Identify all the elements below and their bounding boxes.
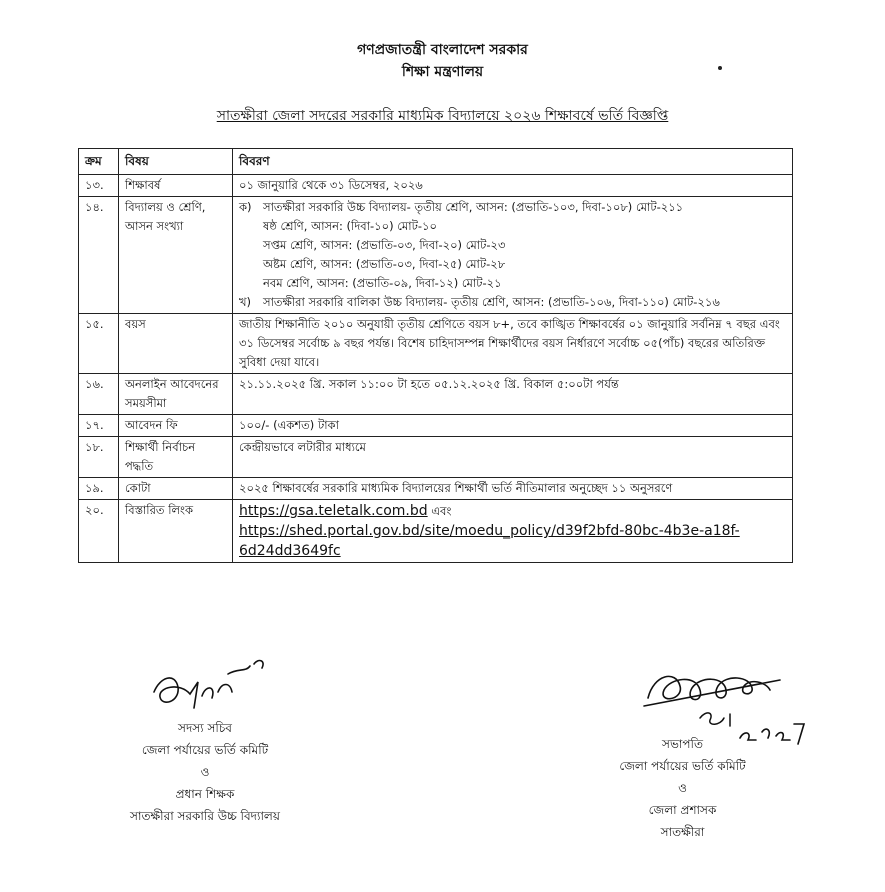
ink-dot — [718, 66, 722, 70]
row-details: জাতীয় শিক্ষানীতি ২০১০ অনুযায়ী তৃতীয় শ্রেণিতে বয়স ৮+, তবে কাঙ্খিত শিক্ষাবর্ষের ০১ জানুয়ারি সর্বনিম্ন ৭ বছর এবং ৩১ ডিসেম্বর সর্বোচ্চ ৯ বছর পর্যন্ত। বিশেষ চাহিদাসম্পন্ন শিক্ষার্থীদের বয়স নির্ধারণে সর্বোচ্চ ০৫(পাঁচ) বছরের অতিরিক্ত সুবিধা দেয়া যাবে। — [233, 314, 793, 374]
committee-name: জেলা পর্যায়ের ভর্তি কমিটি — [141, 743, 269, 757]
head-teacher-title: প্রধান শিক্ষক — [175, 787, 235, 801]
institution-b-marker: খ) — [239, 295, 252, 309]
row-details: ০১ জানুয়ারি থেকে ৩১ ডিসেম্বর, ২০২৬ — [233, 175, 793, 197]
school-name: সাতক্ষীরা সরকারি উচ্চ বিদ্যালয় — [130, 809, 280, 823]
table-header-row — [79, 149, 793, 175]
row-serial: ১৫. — [79, 314, 119, 374]
row-details: ২০২৫ শিক্ষাবর্ষের সরকারি মাধ্যমিক বিদ্যালয়ের শিক্ষার্থী ভর্তি নীতিমালার অনুচ্ছেদ ১১ অনুসরণে — [233, 478, 793, 500]
row-subject: বিদ্যালয় ও শ্রেণি, আসন সংখ্যা — [119, 197, 233, 314]
institution-a-marker: ক) — [239, 200, 252, 214]
institution-a-line: সাতক্ষীরা সরকারি উচ্চ বিদ্যালয়- তৃতীয় শ্রেণি, আসন: (প্রভাতি-১০৩, দিবা-১০৮) মোট-২১১ — [263, 200, 684, 214]
row-subject: আবেদন ফি — [119, 415, 233, 437]
row-subject: কোটা — [119, 478, 233, 500]
row-serial: ১৩. — [79, 175, 119, 197]
institution-b-line: সাতক্ষীরা সরকারি বালিকা উচ্চ বিদ্যালয়- তৃতীয় শ্রেণি, আসন: (প্রভাতি-১০৬, দিবা-১১০) মোট-২১৬ — [263, 295, 720, 309]
row-serial: ১৬. — [79, 374, 119, 415]
class-seats-line: ষষ্ঠ শ্রেণি, আসন: (দিবা-১০) মোট-১০ — [263, 219, 438, 233]
policy-link[interactable]: https://shed.portal.gov.bd/site/moedu_policy/d39f2bfd-80bc-4b3e-a18f-6d24dd3649fc — [239, 523, 740, 559]
row-serial: ১৭. — [79, 415, 119, 437]
conjunction: ও — [678, 781, 687, 795]
institution-a — [239, 198, 786, 217]
government-name: গণপ্রজাতন্ত্রী বাংলাদেশ সরকার — [357, 42, 528, 58]
deputy-commissioner-title: জেলা প্রশাসক — [648, 803, 717, 817]
member-secretary-signature — [150, 652, 280, 722]
row-details: কেন্দ্রীয়ভাবে লটারীর মাধ্যমে — [233, 437, 793, 478]
teletalk-link[interactable]: https://gsa.teletalk.com.bd — [239, 503, 428, 519]
chairman-block — [590, 733, 775, 843]
row-details — [233, 500, 793, 563]
member-secretary-block — [90, 717, 320, 827]
row-subject: শিক্ষাবর্ষ — [119, 175, 233, 197]
row-subject: বয়স — [119, 314, 233, 374]
row-subject: অনলাইন আবেদনের সময়সীমা — [119, 374, 233, 415]
row-details: ২১.১১.২০২৫ খ্রি. সকাল ১১:০০ টা হতে ০৫.১২.২০২৫ খ্রি. বিকাল ৫:০০টা পর্যন্ত — [233, 374, 793, 415]
notice-title: সাতক্ষীরা জেলা সদরের সরকারি মাধ্যমিক বিদ্যালয়ে ২০২৬ শিক্ষাবর্ষে ভর্তি বিজ্ঞপ্তি — [216, 108, 669, 124]
link-joiner: এবং — [431, 504, 452, 518]
table-row — [79, 374, 793, 415]
table-row — [79, 500, 793, 563]
row-details: ১০০/- (একশত) টাকা — [233, 415, 793, 437]
row-subject: বিস্তারিত লিংক — [119, 500, 233, 563]
table-row — [79, 175, 793, 197]
row-subject: শিক্ষার্থী নির্বাচন পদ্ধতি — [119, 437, 233, 478]
institution-b — [239, 293, 786, 312]
table-row — [79, 478, 793, 500]
header-subject: বিষয় — [119, 149, 233, 175]
class-seats-line: অষ্টম শ্রেণি, আসন: (প্রভাতি-০৩, দিবা-২৫) মোট-২৮ — [263, 257, 506, 271]
row-serial: ১৮. — [79, 437, 119, 478]
header-details: বিবরণ — [233, 149, 793, 175]
conjunction: ও — [200, 765, 210, 779]
member-secretary-title: সদস্য সচিব — [178, 721, 232, 735]
row-details — [233, 197, 793, 314]
row-serial: ১৯. — [79, 478, 119, 500]
class-seats-line: নবম শ্রেণি, আসন: (প্রভাতি-০৯, দিবা-১২) মোট-২১ — [263, 276, 502, 290]
header-serial: ক্রম — [79, 149, 119, 175]
chairman-title: সভাপতি — [662, 737, 703, 751]
table-row — [79, 314, 793, 374]
row-serial: ১৪. — [79, 197, 119, 314]
admission-table — [78, 148, 793, 563]
row-serial: ২০. — [79, 500, 119, 563]
committee-name: জেলা পর্যায়ের ভর্তি কমিটি — [619, 759, 746, 773]
table-row — [79, 437, 793, 478]
ministry-name: শিক্ষা মন্ত্রণালয় — [401, 64, 484, 80]
district-name: সাতক্ষীরা — [660, 825, 705, 839]
table-row — [79, 197, 793, 314]
table-row — [79, 415, 793, 437]
class-seats-line: সপ্তম শ্রেণি, আসন: (প্রভাতি-০৩, দিবা-২০) মোট-২৩ — [263, 238, 506, 252]
